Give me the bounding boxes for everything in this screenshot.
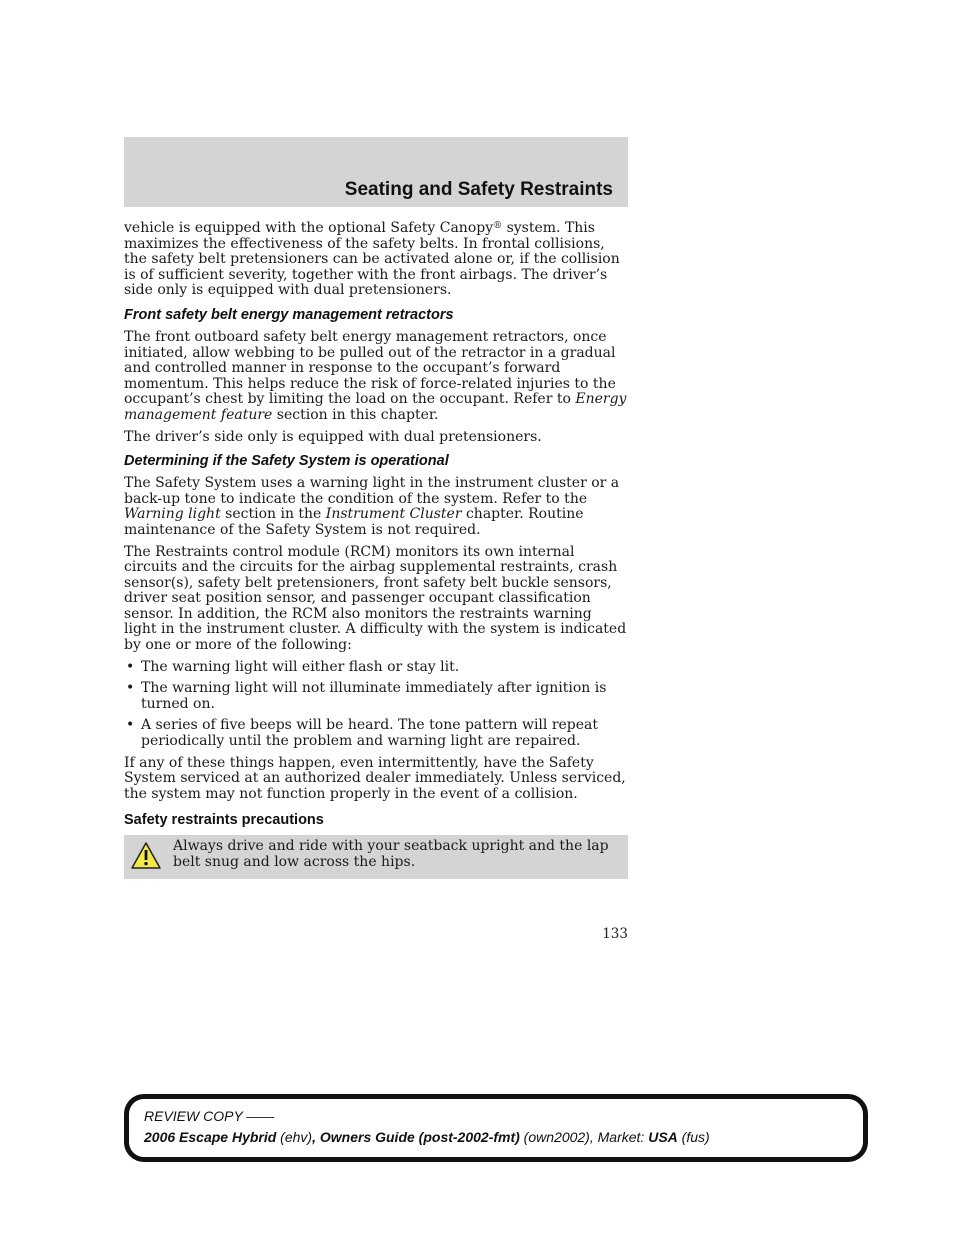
- operational-text: chapter. Routine maintenance of the Safety System is not required.: [124, 506, 584, 538]
- list-item-text: A series of five beeps will be heard. The tone pattern will repeat periodically until the problem and warning light are repaired.: [141, 717, 599, 750]
- model-code: (ehv): [276, 1129, 313, 1145]
- market-label: , Market:: [589, 1129, 649, 1145]
- bullet-icon: •: [126, 717, 135, 734]
- retractors-paragraph: [124, 330, 628, 424]
- intro-paragraph: [124, 221, 628, 299]
- bullet-icon: •: [126, 658, 135, 675]
- operational-text: section in the: [220, 506, 326, 523]
- list-item-text: The warning light will not illuminate immediately after ignition is turned on.: [141, 680, 607, 712]
- warning-triangle-icon: [130, 841, 162, 870]
- instrument-cluster-reference: Instrument Cluster: [325, 506, 462, 523]
- page-number: 133: [602, 926, 628, 942]
- section-heading-precautions: Safety restraints precautions: [124, 812, 324, 829]
- review-copy-label: REVIEW COPY ——: [144, 1108, 275, 1124]
- warning-light-paragraph: [124, 476, 628, 538]
- page-title: Seating and Safety Restraints: [344, 179, 613, 200]
- list-item: [124, 718, 628, 749]
- dual-pretensioners-paragraph: The driver’s side only is equipped with dual pretensioners.: [124, 428, 542, 445]
- symptom-list: [124, 660, 628, 750]
- bullet-icon: •: [126, 680, 135, 697]
- intro-text-part: system. This maximizes the effectiveness of the safety belts. In frontal collisions, the safety belt pretensioners can be activated alone or, if the collision is of sufficient severity, together with the front airbags. The driver’s side only is equipped with dual pretensioners.: [124, 220, 620, 299]
- review-copy-footer: [124, 1094, 868, 1162]
- operational-text: The Safety System uses a warning light in the instrument cluster or a back-up tone to indicate the condition of the system. Refer to the: [124, 475, 620, 507]
- page-content: [124, 221, 628, 879]
- service-paragraph: If any of these things happen, even intermittently, have the Safety System serviced at an authorized dealer immediately. Unless serviced, the system may not function properly in the event of a collision.: [124, 754, 626, 802]
- section-header-band: [124, 137, 628, 207]
- section-heading-retractors: Front safety belt energy management retractors: [124, 306, 454, 323]
- guide-code: (own2002): [519, 1129, 590, 1145]
- document-info: [144, 1129, 710, 1145]
- intro-text-part: vehicle is equipped with the optional Safety Canopy: [124, 220, 494, 236]
- section-heading-operational: Determining if the Safety System is operational: [124, 453, 449, 470]
- list-item-text: The warning light will either flash or stay lit.: [141, 658, 460, 675]
- market-code: (fus): [677, 1129, 710, 1145]
- retractors-text: section in this chapter.: [272, 406, 439, 423]
- warning-text: Always drive and ride with your seatback upright and the lap belt snug and low across the hips.: [173, 838, 609, 870]
- market-name: USA: [648, 1129, 678, 1145]
- guide-name: , Owners Guide (post-2002-fmt): [312, 1129, 520, 1145]
- list-item: [124, 681, 628, 712]
- retractors-text: The front outboard safety belt energy management retractors, once initiated, allow webbing to be pulled out of the retractor in a gradual and controlled manner in response to the occupant’s forward momentum. This helps reduce the risk of force-related injuries to the occupant’s chest by limiting the load on the occupant. Refer to: [124, 328, 616, 408]
- list-item: [124, 660, 628, 676]
- energy-management-reference: Energy management feature: [124, 391, 627, 423]
- warning-light-reference: Warning light: [124, 506, 221, 523]
- warning-box: [124, 835, 628, 878]
- rcm-paragraph: The Restraints control module (RCM) monitors its own internal circuits and the circuits for the airbag supplemental restraints, crash sensor(s), safety belt pretensioners, front safety belt buckle sensors, driver seat position sensor, and passenger occupant classification sensor. In addition, the RCM also monitors the restraints warning light in the instrument cluster. A difficulty with the system is indicated by one or more of the following:: [124, 543, 627, 654]
- model-name: 2006 Escape Hybrid: [144, 1129, 277, 1145]
- trademark-mark: ®: [493, 221, 503, 231]
